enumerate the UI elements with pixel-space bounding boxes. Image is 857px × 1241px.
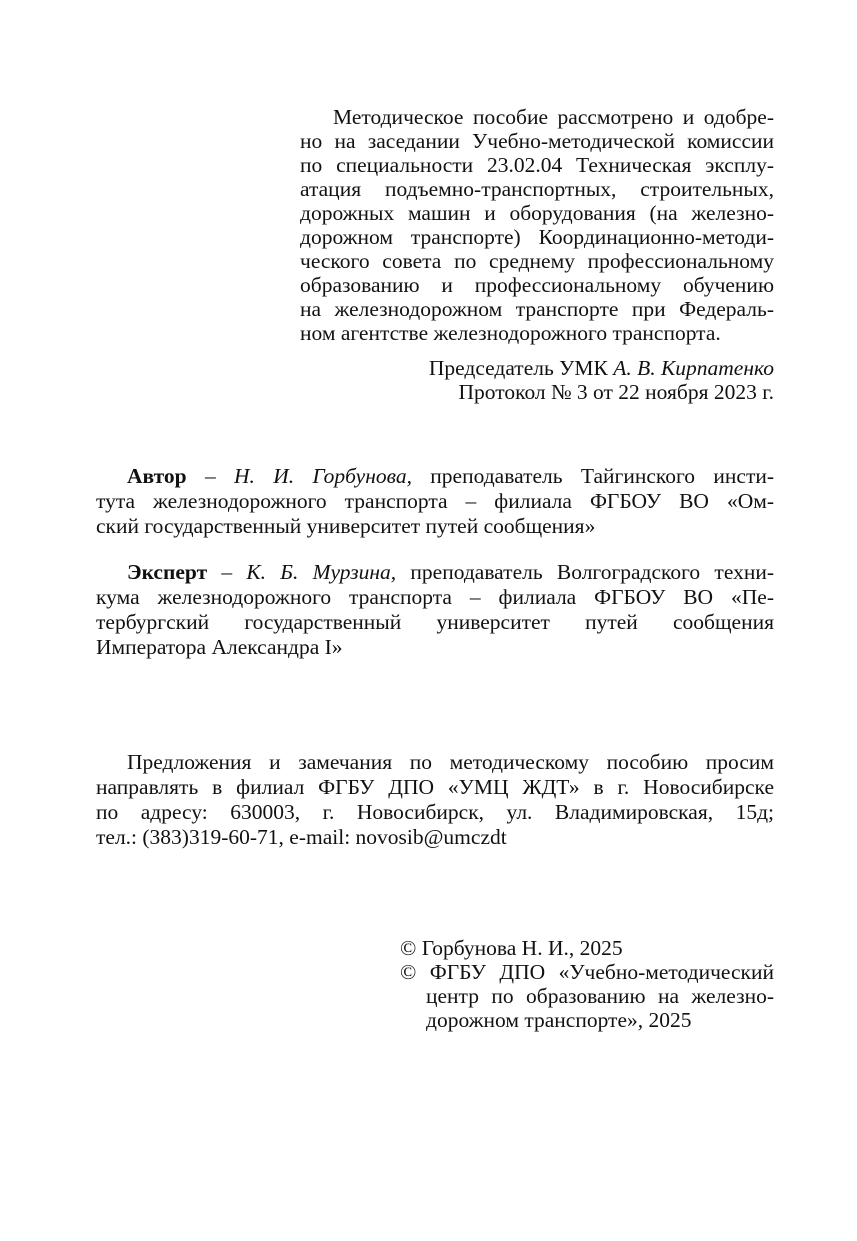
approval-line: дорожных машин и оборудования (на железно- <box>300 201 774 225</box>
approval-line: по специальности 23.02.04 Техническая эксплу- <box>300 153 774 177</box>
approval-line: дорожном транспорте) Координационно-методи- <box>300 225 774 249</box>
contact-line: направлять в филиал ФГБУ ДПО «УМЦ ЖДТ» в г. Новосибирске <box>96 775 774 799</box>
approval-line: Методическое пособие рассмотрено и одобре- <box>333 105 774 129</box>
expert-line <box>127 560 774 584</box>
expert-name: К. Б. Мурзина, <box>246 560 397 584</box>
author-line: ский государственный университет путей сообщения» <box>96 514 596 538</box>
approval-line: атация подъемно-транспортных, строительных, <box>300 177 774 201</box>
expert-line: тербургский государственный университет путей сообщения <box>96 610 774 634</box>
chairman-line <box>429 356 774 380</box>
chairman-label: Председатель УМК <box>428 356 614 380</box>
contact-line: Предложения и замечания по методическому пособию просим <box>127 750 774 774</box>
copyright-line: центр по образованию на железно- <box>426 984 774 1008</box>
contact-line: тел.: (383)319-60-71, e-mail: novosib@umczdt <box>96 825 507 849</box>
copyright-line: © Горбунова Н. И., 2025 <box>400 936 623 960</box>
expert-position: преподаватель Волгоградского техни- <box>396 560 774 584</box>
author-line: тута железнодорожного транспорта – филиала ФГБОУ ВО «Ом- <box>96 489 774 513</box>
dash: – <box>186 464 235 488</box>
expert-line: кума железнодорожного транспорта – филиала ФГБОУ ВО «Пе- <box>96 585 774 609</box>
approval-line: ческого совета по среднему профессиональному <box>300 249 774 273</box>
dash: – <box>207 560 247 584</box>
author-name: Н. И. Горбунова, <box>234 464 412 488</box>
protocol-line: Протокол № 3 от 22 ноября 2023 г. <box>458 380 774 404</box>
approval-line: образованию и профессиональному обучению <box>300 273 774 297</box>
approval-line: ном агентстве железнодорожного транспорта. <box>300 321 721 345</box>
author-position: преподаватель Тайгинского инсти- <box>411 464 774 488</box>
copyright-line: © ФГБУ ДПО «Учебно-методический <box>400 960 774 984</box>
chairman-name: А. В. Кирпатенко <box>613 356 774 380</box>
copyright-line: дорожном транспорте», 2025 <box>426 1008 692 1032</box>
approval-line: на железнодорожном транспорте при Федераль- <box>300 297 774 321</box>
author-role: Автор <box>127 464 187 488</box>
expert-role: Эксперт <box>127 560 208 584</box>
contact-line: по адресу: 630003, г. Новосибирск, ул. Владимировская, 15д; <box>96 800 774 824</box>
approval-line: но на заседании Учебно-методической комиссии <box>300 129 774 153</box>
author-line <box>127 464 774 488</box>
expert-line: Императора Александра I» <box>96 635 343 659</box>
